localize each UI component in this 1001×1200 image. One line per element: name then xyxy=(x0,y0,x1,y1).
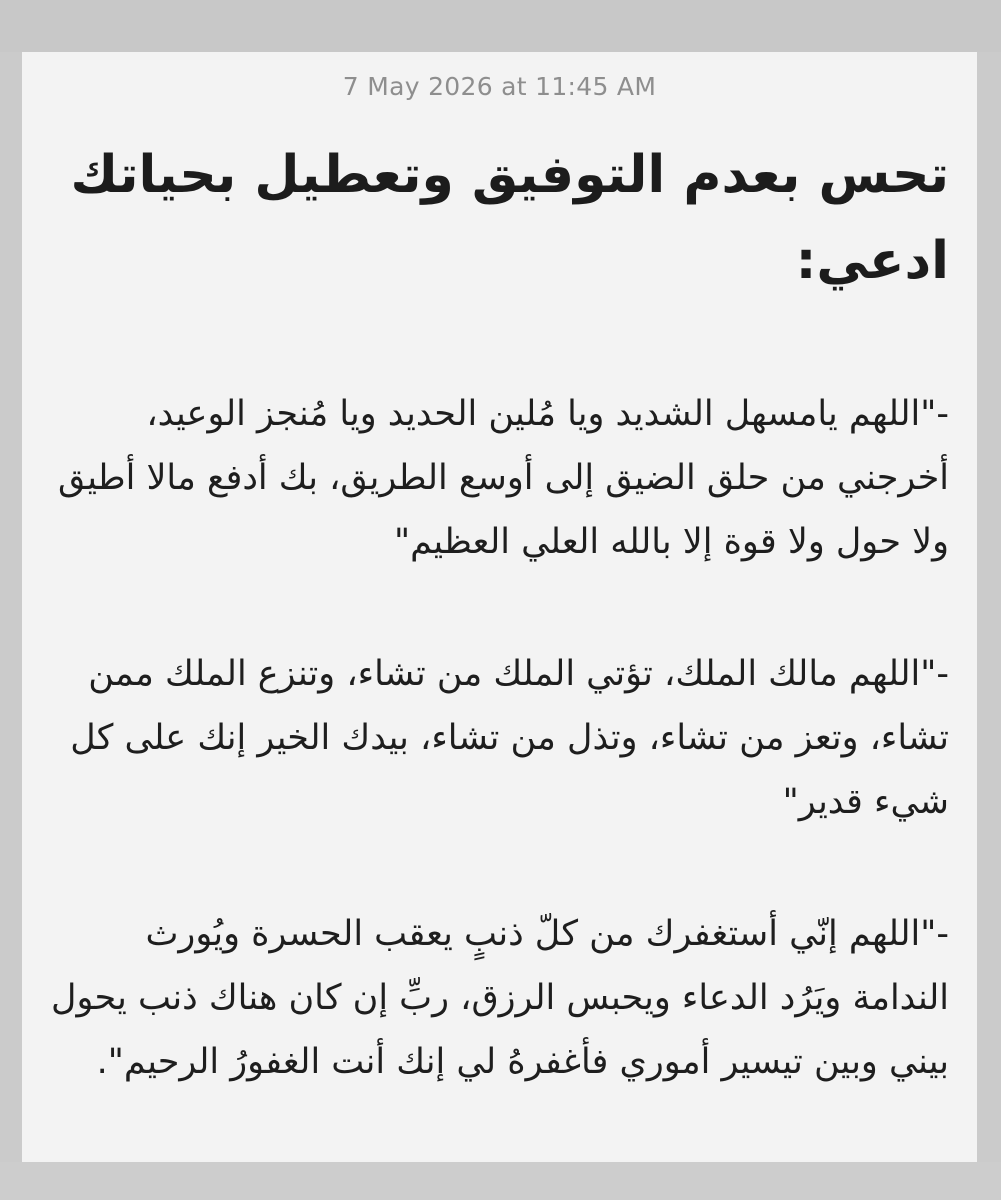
screenshot-frame-left xyxy=(0,52,22,1200)
note-card[interactable] xyxy=(22,52,977,1162)
note-paragraph[interactable]: -"اللهم إنّي أستغفرك من كلّ ذنبٍ يعقب الحسرة ويُورث الندامة ويَرُد الدعاء ويحبس الرزق، ربِّ إن كان هناك ذنب يحول بيني وبين تيسير أموري فأغفرهُ لي إنك أنت الغفورُ الرحيم". xyxy=(51,914,949,1082)
screenshot-frame-bottom xyxy=(0,1162,1001,1200)
screenshot-frame-right xyxy=(977,52,1001,1200)
screenshot-frame-top xyxy=(0,0,1001,52)
note-title[interactable]: تحس بعدم التوفيق وتعطيل بحياتك ادعي: xyxy=(70,145,949,291)
note-timestamp: 7 May 2026 at 11:45 AM xyxy=(342,72,657,101)
note-paragraph[interactable]: -"اللهم مالك الملك، تؤتي الملك من تشاء، وتنزع الملك ممن تشاء، وتعز من تشاء، وتذل من تشاء، بيدك الخير إنك على كل شيء قدير" xyxy=(70,654,949,822)
note-paragraph[interactable]: -"اللهم يامسهل الشديد ويا مُلين الحديد ويا مُنجز الوعيد، أخرجني من حلق الضيق إلى أوسع الطريق، بك أدفع مالا أطيق ولا حول ولا قوة إلا بالله العلي العظيم" xyxy=(58,394,949,562)
